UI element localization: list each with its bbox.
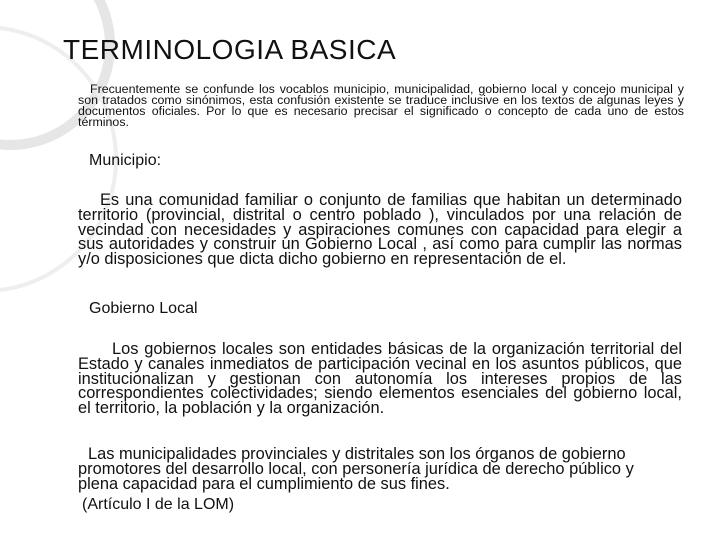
municipio-definition: Es una comunidad familiar o conjunto de familias que habitan un determinado territorio (provincial, distrital o centro poblado ), vinculados por una relación de vecindad con necesidades y aspiraciones comunes con capacidad para elegir a sus autoridades y construir un Gobierno Local , así como para cumplir las normas y/o disposiciones que dicta dicho gobierno en representación de el. (78, 191, 682, 269)
gobierno-local-heading: Gobierno Local (89, 300, 198, 317)
slide-title: TERMINOLOGIA BASICA (63, 34, 397, 65)
gobierno-local-definition: Los gobiernos locales son entidades básicas de la organización territorial del Estado y canales inmediatos de participación vecinal en los asuntos públicos, que institucionalizan y gestionan con autonomía los intereses propios de las correspondientes colectividades; siendo elementos esenciales del gobierno local, el territorio, la población y la organización. (78, 340, 682, 418)
municipio-heading: Municipio: (89, 152, 162, 169)
municipalidades-paragraph: Las municipalidades provinciales y distritales son los órganos de gobierno promotores del desarrollo local, con personería jurídica de derecho público y plena capacidad para el cumplimiento de sus fines. (78, 445, 634, 493)
law-citation: (Artículo I de la LOM) (82, 496, 235, 513)
intro-paragraph: Frecuentemente se confunde los vocablos municipio, municipalidad, gobierno local y concejo municipal y son tratados como sinónimos, esta confusión existente se traduce inclusive en los textos de algunas leyes y documentos oficiales. Por lo que es necesario precisar el significado o concepto de cada uno de estos términos. (78, 82, 684, 129)
